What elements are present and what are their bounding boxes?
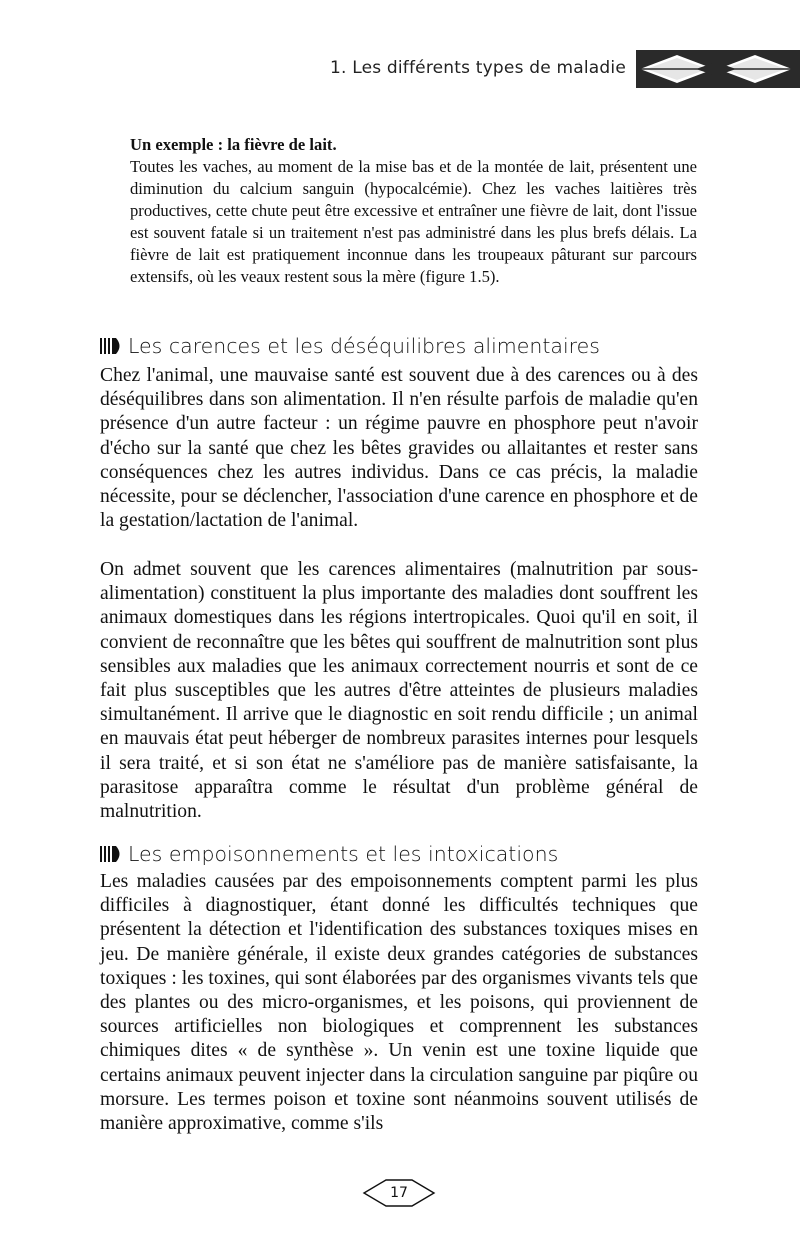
section-bullet-icon [100,845,124,863]
paragraph: Chez l'animal, une mauvaise santé est souvent due à des carences ou à des déséquilibres dans son alimentation. Il n'en résulte parfois de maladie qu'en présence d'un autre facteur : un régime pauvre en phosphore peut n'avoir d'écho sur la santé que chez les bêtes gravides ou allaitantes et rester sans conséquences chez les autres individus. Dans ce cas précis, la maladie nécessite, pour se déclencher, l'association d'une carence en phosphore et de la gestation/lactation de l'animal. [100,365,698,532]
callout-title: Un exemple : la fièvre de lait. [130,135,337,154]
section-heading-carences [100,334,600,358]
page-number-badge [362,1175,436,1211]
section-heading-empoisonnements [100,842,558,866]
paragraph: Les maladies causées par des empoisonnements comptent parmi les plus difficiles à diagnostiquer, étant donné les difficultés techniques que présentent la détection et l'identification des substances toxiques mises en jeu. De manière générale, il existe deux grandes catégories de substances toxiques : les toxines, qui sont élaborées par des organismes vivants tels que des plantes ou des micro-organismes, et les poisons, qui proviennent de sources artificielles non biologiques et comprennent les substances chimiques dites « de synthèse ». Un venin est une toxine liquide que certains animaux peuvent injecter dans la circulation sanguine par piqûre ou morsure. Les termes poison et toxine sont néanmoins souvent utilisés de manière approximative, comme s'ils [100,871,698,1135]
example-callout [130,134,697,288]
running-header [0,46,800,94]
section-bullet-icon [100,337,124,355]
diamond-ornament-icon [636,50,800,88]
paragraph: On admet souvent que les carences alimentaires (malnutrition par sous-alimentation) constituent la plus importante des maladies dont souffrent les animaux domestiques dans les régions intertropicales. Quoi qu'il en soit, il convient de reconnaître que les bêtes qui souffrent de malnutrition sont plus sensibles aux maladies que les animaux correctement nourris et sont de ce fait plus susceptibles que les autres d'être atteintes de plusieurs maladies simultanément. Il arrive que le diagnostic en soit rendu difficile ; un animal en mauvais état peut héberger de nombreux parasites internes pour lesquels il sera traité, et si son état ne s'améliore pas de manière satisfaisante, la parasitose apparaîtra comme le résultat d'un problème général de malnutrition. [100,559,698,823]
page-number: 17 [390,1185,408,1201]
section-heading-text: Les empoisonnements et les intoxications [128,842,559,866]
chapter-title: 1. Les différents types de maladie [329,58,626,78]
section-heading-text: Les carences et les déséquilibres alimentaires [128,334,600,358]
callout-text: Toutes les vaches, au moment de la mise bas et de la montée de lait, présentent une diminution du calcium sanguin (hypocalcémie). Chez les vaches laitières très productives, cette chute peut être excessive et entraîner une fièvre de lait, dont l'issue est souvent fatale si un traitement n'est pas administré dans les plus brefs délais. La fièvre de lait est pratiquement inconnue dans les troupeaux pâturant sur parcours extensifs, où les veaux restent sous la mère (figure 1.5). [130,157,697,286]
